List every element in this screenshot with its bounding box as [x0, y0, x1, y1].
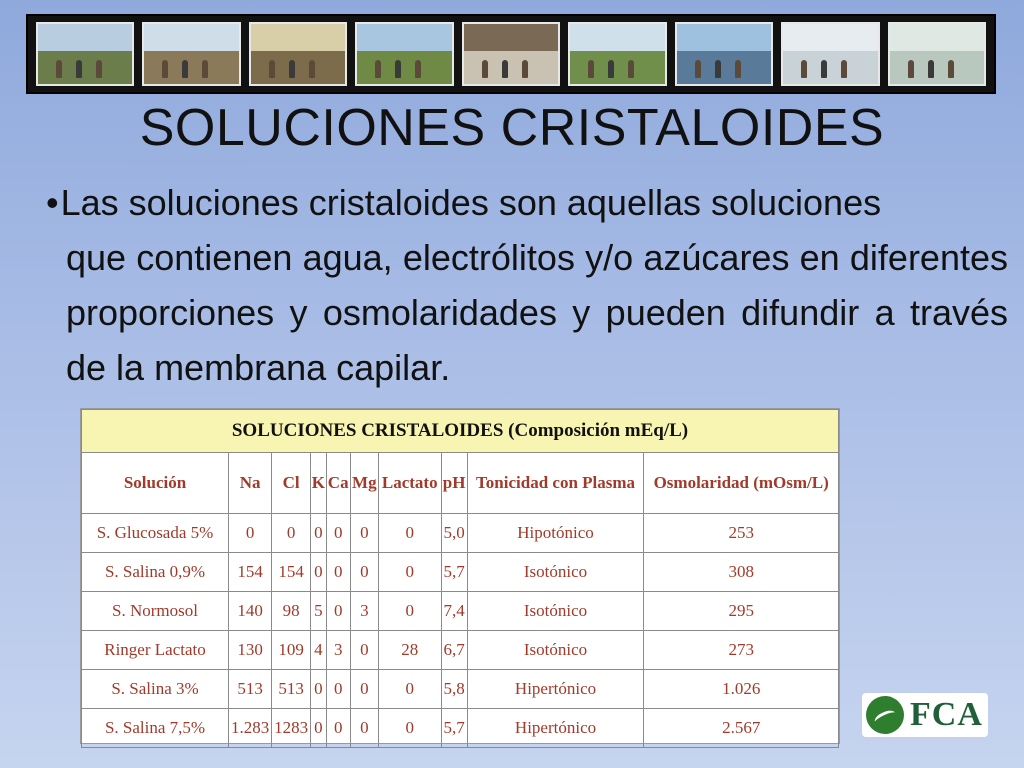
- table-cell: 0: [350, 709, 378, 748]
- fca-logo: [862, 693, 988, 737]
- column-header: Mg: [350, 453, 378, 514]
- table-cell: 1.283: [229, 709, 272, 748]
- table-row: [82, 592, 839, 631]
- table-cell: 3: [326, 631, 350, 670]
- table-cell: 513: [272, 670, 311, 709]
- table-cell: 0: [350, 553, 378, 592]
- slide-title: SOLUCIONES CRISTALOIDES: [139, 99, 885, 157]
- bullet-continuation: que contienen agua, electrólitos y/o azúcares en diferentes proporciones y osmolaridades y pueden difundir a través de la membrana capilar.: [66, 237, 1008, 388]
- table-cell: 0: [310, 670, 326, 709]
- table-cell: 0: [350, 670, 378, 709]
- solution-name-cell: S. Salina 7,5%: [82, 709, 229, 748]
- lecture-room-photo: [249, 22, 347, 86]
- solution-name-cell: S. Glucosada 5%: [82, 514, 229, 553]
- table-cell: 0: [378, 514, 441, 553]
- table-cell: 0: [326, 514, 350, 553]
- table-cell: Hipertónico: [467, 709, 644, 748]
- table-cell: 140: [229, 592, 272, 631]
- table-cell: 295: [644, 592, 839, 631]
- table-cell: 5,0: [441, 514, 467, 553]
- leaf-logo-icon: [866, 696, 904, 734]
- table-row: [82, 670, 839, 709]
- table-cell: 513: [229, 670, 272, 709]
- table-cell: 0: [350, 631, 378, 670]
- table-cell: 2.567: [644, 709, 839, 748]
- lagoon-photo: [675, 22, 773, 86]
- column-header: Tonicidad con Plasma: [467, 453, 644, 514]
- table-row: [82, 514, 839, 553]
- solution-name-cell: S. Normosol: [82, 592, 229, 631]
- table-cell: 273: [644, 631, 839, 670]
- column-header: Cl: [272, 453, 311, 514]
- table-cell: 5,7: [441, 553, 467, 592]
- laboratory-bench-photo: [888, 22, 986, 86]
- table-cell: 98: [272, 592, 311, 631]
- table-cell: 0: [378, 553, 441, 592]
- group-of-people-photo: [36, 22, 134, 86]
- cattle-at-water-photo: [568, 22, 666, 86]
- field-visit-photo: [142, 22, 240, 86]
- table-cell: 28: [378, 631, 441, 670]
- table-cell: 154: [272, 553, 311, 592]
- column-header: Ca: [326, 453, 350, 514]
- table-row: [82, 631, 839, 670]
- table-cell: 253: [644, 514, 839, 553]
- solution-name-cell: S. Salina 0,9%: [82, 553, 229, 592]
- table-cell: 109: [272, 631, 311, 670]
- table-cell: 0: [378, 709, 441, 748]
- logo-text: FCA: [910, 696, 983, 733]
- table-cell: 4: [310, 631, 326, 670]
- table-cell: 0: [310, 709, 326, 748]
- column-header: Na: [229, 453, 272, 514]
- table-cell: 0: [229, 514, 272, 553]
- table-cell: 0: [378, 592, 441, 631]
- table-header-row: [82, 453, 839, 514]
- table-cell: 0: [326, 670, 350, 709]
- table-cell: 0: [326, 709, 350, 748]
- table-cell: 0: [272, 514, 311, 553]
- solution-name-cell: Ringer Lactato: [82, 631, 229, 670]
- table-cell: 0: [378, 670, 441, 709]
- bullet-marker: •: [46, 182, 59, 223]
- table-row: [82, 553, 839, 592]
- table-cell: Hipotónico: [467, 514, 644, 553]
- table-cell: 1283: [272, 709, 311, 748]
- photo-strip: [26, 14, 996, 94]
- table-cell: 308: [644, 553, 839, 592]
- table-cell: 5,8: [441, 670, 467, 709]
- table-cell: 0: [326, 592, 350, 631]
- table-cell: 0: [310, 514, 326, 553]
- solution-name-cell: S. Salina 3%: [82, 670, 229, 709]
- calf-photo: [462, 22, 560, 86]
- table-cell: Isotónico: [467, 553, 644, 592]
- table-cell: 7,4: [441, 592, 467, 631]
- table-cell: 154: [229, 553, 272, 592]
- table-cell: 0: [350, 514, 378, 553]
- column-header: Lactato: [378, 453, 441, 514]
- column-header: K: [310, 453, 326, 514]
- table-cell: 5: [310, 592, 326, 631]
- table-cell: 130: [229, 631, 272, 670]
- composition-table: [80, 408, 840, 744]
- table-cell: 0: [326, 553, 350, 592]
- table-cell: 1.026: [644, 670, 839, 709]
- table-cell: Isotónico: [467, 592, 644, 631]
- farm-sign-photo: [355, 22, 453, 86]
- table-cell: Isotónico: [467, 631, 644, 670]
- bullet-first-line: Las soluciones cristaloides son aquellas soluciones: [60, 182, 882, 223]
- table-caption: SOLUCIONES CRISTALOIDES (Composición mEq/L): [82, 410, 839, 453]
- column-header: pH: [441, 453, 467, 514]
- table-cell: 6,7: [441, 631, 467, 670]
- laboratory-photo: [781, 22, 879, 86]
- table-cell: 3: [350, 592, 378, 631]
- column-header: Osmolaridad (mOsm/L): [644, 453, 839, 514]
- table-cell: 0: [310, 553, 326, 592]
- column-header: Solución: [82, 453, 229, 514]
- table-cell: Hipertónico: [467, 670, 644, 709]
- table-cell: 5,7: [441, 709, 467, 748]
- table-row: [82, 709, 839, 748]
- bullet-paragraph: [46, 175, 1008, 395]
